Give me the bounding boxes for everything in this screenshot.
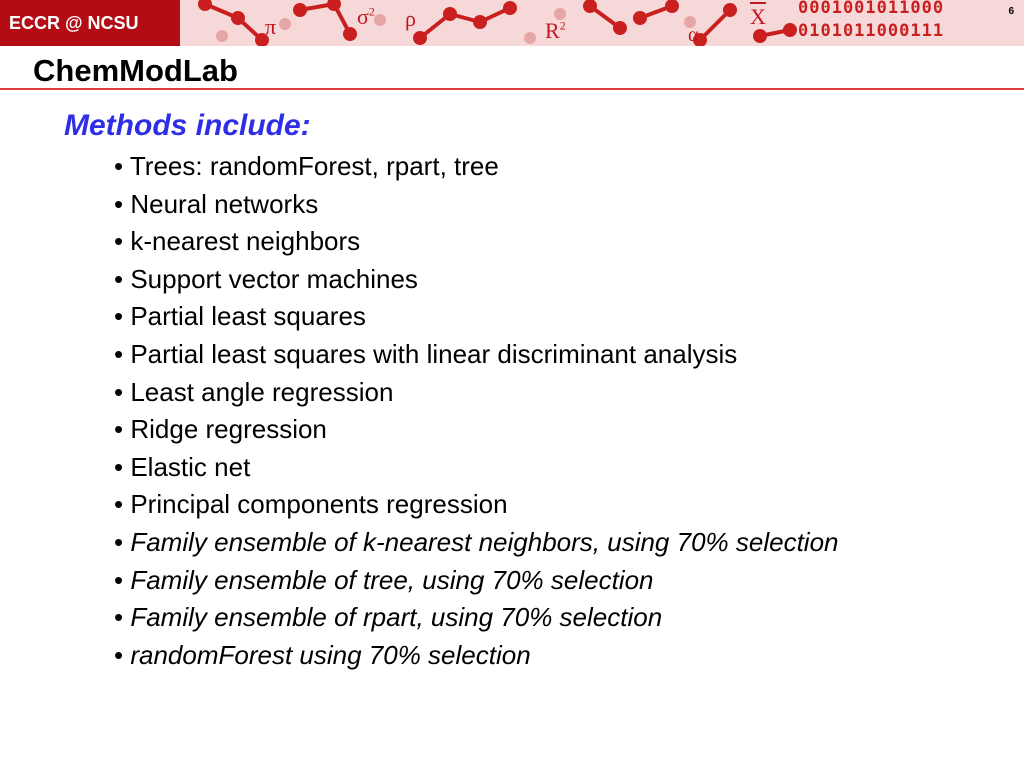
bullet-icon: • [114, 526, 124, 557]
alpha-symbol: α [688, 24, 699, 46]
method-item [114, 411, 839, 449]
sigma-symbol: $\sigma^2$ [357, 4, 375, 29]
pi-symbol: π [265, 14, 277, 39]
method-item-text: Support vector machines [130, 263, 418, 294]
r-squared-symbol: $R^2$ [545, 18, 566, 43]
method-item-text: Family ensemble of rpart, using 70% selection [130, 602, 663, 633]
bullet-icon: • [114, 602, 124, 633]
slide-title: ChemModLab [33, 53, 238, 88]
method-item [114, 449, 839, 487]
methods-list [114, 148, 839, 674]
method-item [114, 148, 839, 186]
bullet-icon: • [114, 639, 124, 670]
binary-row-2: 0101011000111 [798, 21, 945, 41]
method-item-text: Neural networks [130, 188, 319, 219]
bullet-icon: • [114, 188, 124, 219]
method-item [114, 336, 839, 374]
method-item [114, 637, 839, 675]
method-item [114, 486, 839, 524]
bullet-icon: • [114, 263, 124, 294]
method-item [114, 223, 839, 261]
brand-label: ECCR @ NCSU [0, 0, 180, 46]
bullet-icon: • [114, 151, 124, 181]
slide-number: 6 [1008, 6, 1014, 17]
method-item-text: Partial least squares with linear discriminant analysis [130, 338, 738, 369]
title-divider [0, 88, 1024, 90]
method-item-text: Trees: randomForest, rpart, tree [129, 151, 499, 181]
method-item-text: Partial least squares [130, 301, 366, 332]
bullet-icon: • [114, 489, 124, 520]
method-item-text: k-nearest neighbors [130, 226, 361, 257]
bullet-icon: • [114, 301, 124, 332]
bullet-icon: • [114, 376, 124, 407]
method-item-text: Elastic net [130, 451, 251, 482]
bullet-icon: • [114, 338, 124, 369]
method-item-text: Least angle regression [130, 376, 394, 407]
bullet-icon: • [114, 451, 124, 482]
method-item [114, 562, 839, 600]
method-item-text: randomForest using 70% selection [130, 639, 531, 670]
method-item-text: Family ensemble of tree, using 70% selection [130, 564, 654, 595]
method-item [114, 261, 839, 299]
rho-symbol: ρ [405, 6, 416, 31]
method-item-text: Ridge regression [130, 414, 327, 445]
method-item [114, 298, 839, 336]
method-item [114, 374, 839, 412]
method-item [114, 524, 839, 562]
xbar-symbol: $\overline{X}$ [750, 4, 766, 29]
method-item-text: Family ensemble of k-nearest neighbors, using 70% selection [130, 526, 839, 557]
method-item [114, 599, 839, 637]
method-item [114, 186, 839, 224]
binary-row-1: 0001001011000 [798, 0, 945, 18]
bullet-icon: • [114, 226, 124, 257]
method-item-text: Principal components regression [130, 489, 508, 520]
bullet-icon: • [114, 564, 124, 595]
methods-heading: Methods include: [64, 109, 311, 142]
header-banner [0, 0, 1024, 46]
bullet-icon: • [114, 414, 124, 445]
